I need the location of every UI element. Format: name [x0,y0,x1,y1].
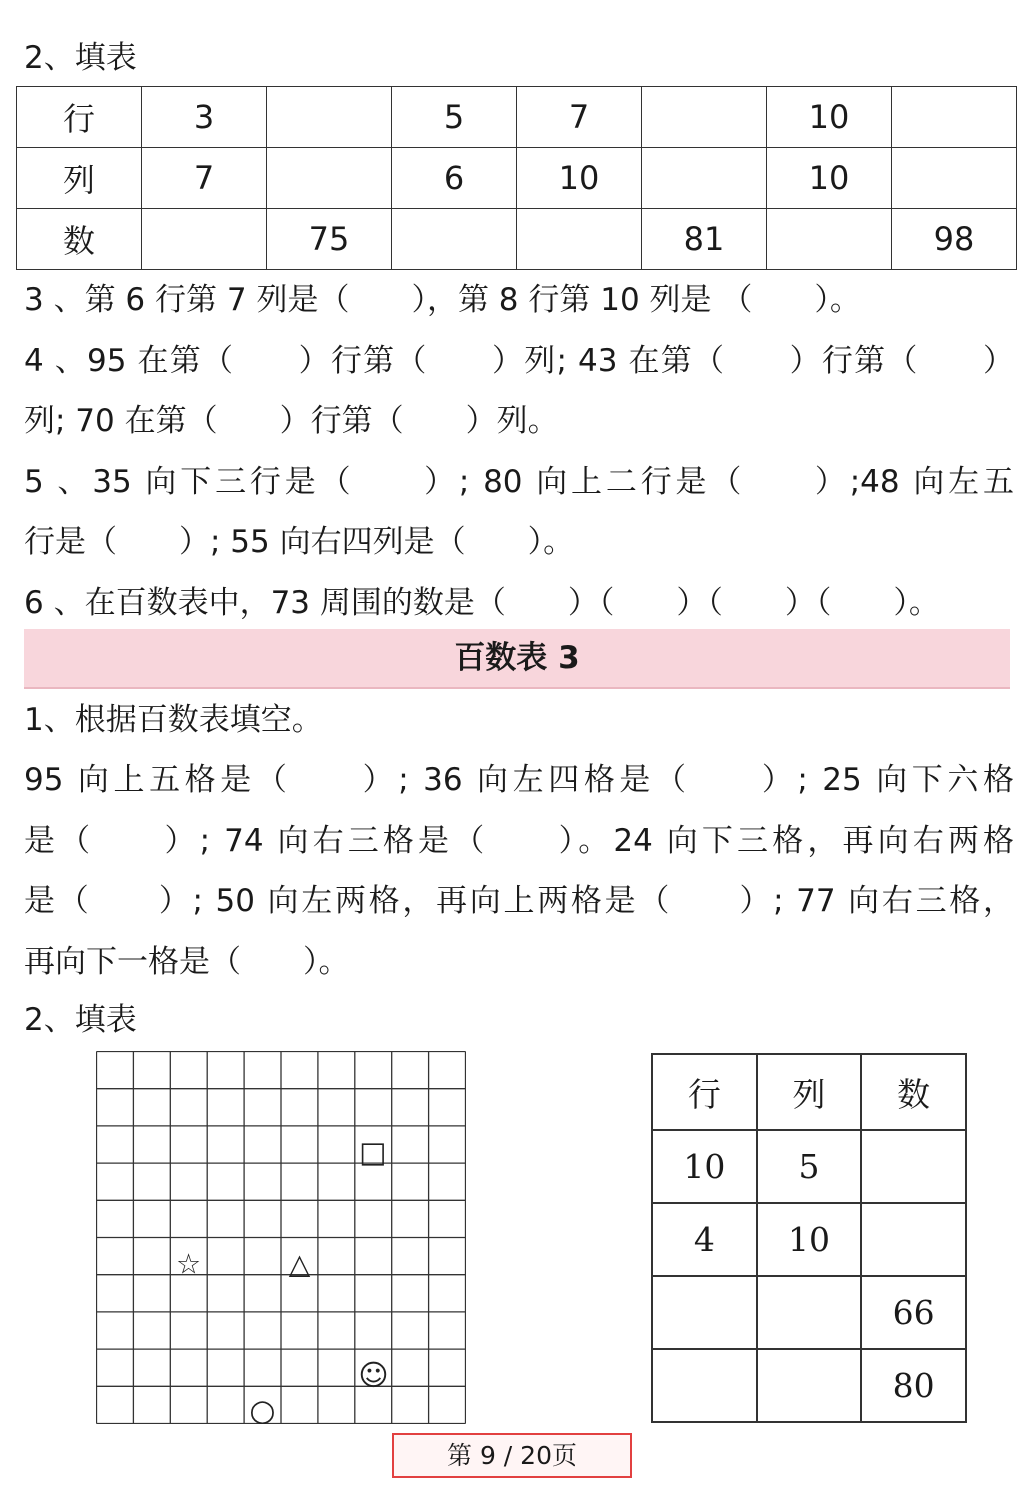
fill-table-2 [651,1053,967,1423]
table-cell: 81 [642,209,767,270]
table-cell [757,1349,862,1422]
table-row [17,209,1017,270]
question-5-line: 行是（ ）; 55 向右四列是（ ）。 [24,524,575,560]
table-cell [392,209,517,270]
table-cell [861,1203,966,1276]
page-indicator: 第 9 / 20页 [392,1433,632,1478]
question-2-title: 2、填表 [24,40,137,76]
table-cell: 5 [757,1130,862,1203]
table-cell [267,148,392,209]
table-cell [652,1276,757,1349]
grid-symbol-triangle: △ [288,1247,311,1281]
table-cell: 10 [517,148,642,209]
table-cell: 10 [767,87,892,148]
question-5 [24,452,1014,573]
question-4 [24,331,1014,452]
table-cell: 列 [17,148,142,209]
section2-question-1-line: 95 向上五格是（ ）; 36 向左四格是（ ）; 25 向下六格 [24,762,1014,798]
table-cell: 数 [17,209,142,270]
table-cell [142,209,267,270]
table-row [652,1203,966,1276]
grid-symbol-circle: ○ [249,1393,276,1424]
question-6 [24,573,1014,634]
table-row [17,87,1017,148]
question-4-line: 4 、95 在第（ ）行第（ ）列; 43 在第（ ）行第（ ） [24,342,1014,379]
section2-question-1-text [24,750,1014,992]
section-banner: 百数表 3 [24,629,1010,689]
table-cell [892,87,1017,148]
table-cell [757,1276,862,1349]
table-cell [861,1130,966,1203]
table-row [17,148,1017,209]
table-cell: 10 [757,1203,862,1276]
table-header-row [652,1054,966,1130]
grid-symbol-square: □ [359,1135,387,1169]
table-cell: 75 [267,209,392,270]
table-cell: 7 [517,87,642,148]
table-header-cell: 数 [861,1054,966,1130]
table-cell: 5 [392,87,517,148]
question-3 [24,270,1014,331]
grid-symbol-smiley: ☺ [358,1358,389,1392]
table-cell [767,209,892,270]
section2-question-1-line: 再向下一格是（ ）。 [24,943,350,980]
table-row [652,1276,966,1349]
table-cell: 66 [861,1276,966,1349]
question-5-line: 5 、35 向下三行是（ ）; 80 向上二行是（ ）;48 向左五 [24,463,1014,500]
section2-question-1-line: 是（ ）; 50 向左两格，再向上两格是（ ）; 77 向右三格， [24,883,1014,919]
table-cell: 行 [17,87,142,148]
table-cell: 10 [652,1130,757,1203]
section2-question-2-title: 2、填表 [24,1002,137,1038]
question-6-line: 6 、在百数表中，73 周围的数是（ ）（ ）（ ）（ ）。 [24,584,940,621]
table-cell: 10 [767,148,892,209]
table-cell: 4 [652,1203,757,1276]
table-cell [267,87,392,148]
question-3-line: 3 、第 6 行第 7 列是（ ），第 8 行第 10 列是 （ ）。 [24,282,861,318]
question-4-line: 列; 70 在第（ ）行第（ ）列。 [24,403,559,439]
table-cell [892,148,1017,209]
table-cell [652,1349,757,1422]
table-header-cell: 行 [652,1054,757,1130]
fill-table-1 [16,86,1017,270]
table-cell [517,209,642,270]
grid-symbol-star: ☆ [175,1247,202,1281]
table-row [652,1349,966,1422]
table-cell: 3 [142,87,267,148]
table-cell [642,148,767,209]
table-cell [642,87,767,148]
table-cell: 80 [861,1349,966,1422]
table-header-cell: 列 [757,1054,862,1130]
table-cell: 7 [142,148,267,209]
section2-question-1-line: 是（ ）; 74 向右三格是（ ）。24 向下三格，再向右两格 [24,822,1014,859]
table-row [652,1130,966,1203]
hundred-grid [96,1051,466,1424]
table-cell: 6 [392,148,517,209]
section2-question-1-title: 1、根据百数表填空。 [24,702,323,738]
table-cell: 98 [892,209,1017,270]
